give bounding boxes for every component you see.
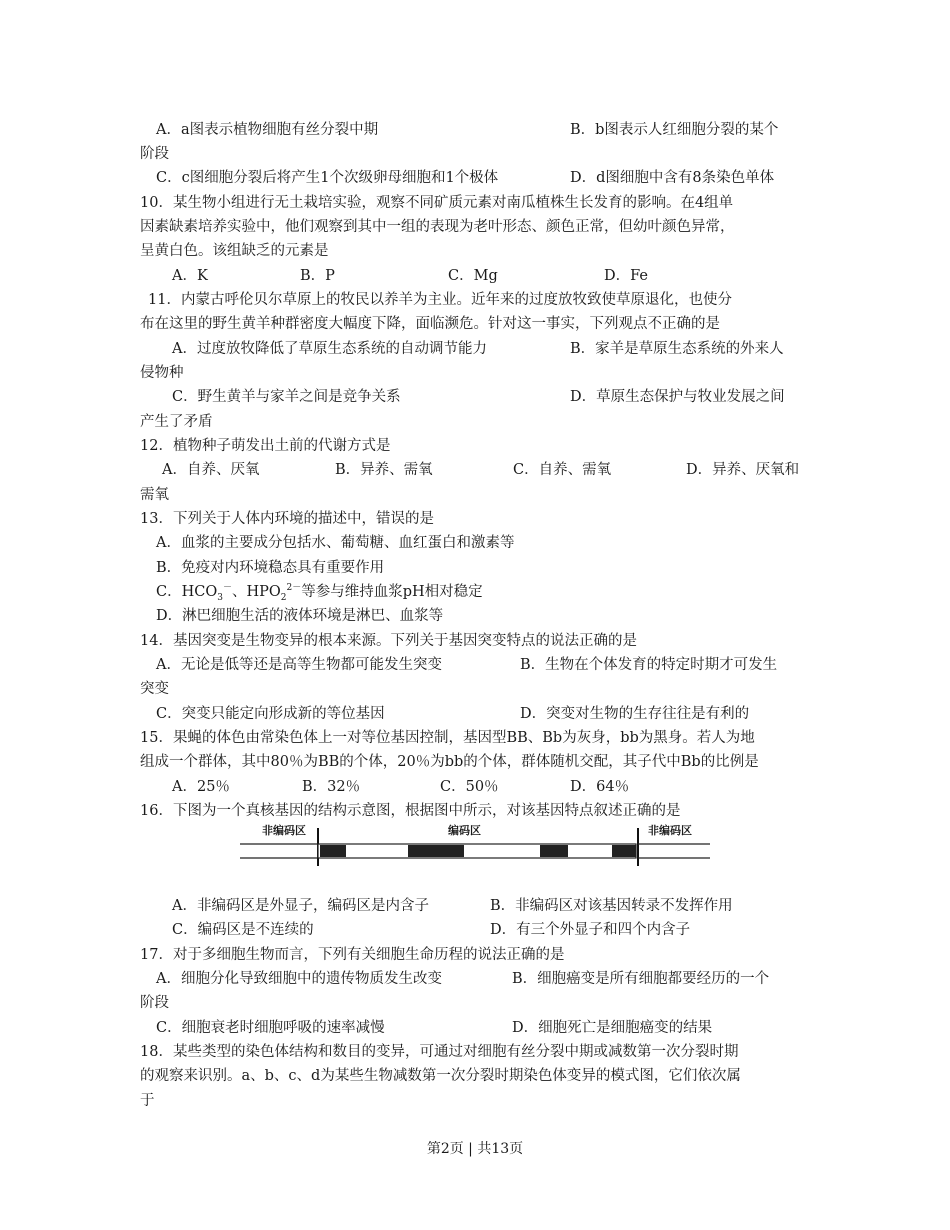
coding-region-band — [318, 844, 636, 858]
q11-stem-2: 布在这里的野生黄羊种群密度大幅度下降，面临濒危。针对这一事实，下列观点不正确的是 — [140, 316, 720, 332]
q14-stem: 14．基因突变是生物变异的根本来源。下列关于基因突变特点的说法正确的是 — [140, 633, 637, 649]
q13-option-b: B．免疫对内环境稳态具有重要作用 — [156, 560, 385, 576]
q11-option-d: D．草原生态保护与牧业发展之间 — [570, 389, 785, 405]
q10-option-c: C．Mg — [448, 268, 498, 284]
exon-block — [612, 845, 636, 857]
q14-option-b-cont: 突变 — [140, 681, 169, 697]
q10-option-a: A．K — [172, 268, 208, 284]
q10-stem-1: 10．某生物小组进行无土栽培实验，观察不同矿质元素对南瓜植株生长发育的影响。在4组单 — [140, 195, 734, 211]
q17-option-c: C．细胞衰老时细胞呼吸的速率减慢 — [156, 1020, 385, 1036]
q15-option-b: B．32％ — [302, 779, 361, 795]
label-coding: 编码区 — [448, 824, 481, 837]
q17-option-b-cont: 阶段 — [140, 995, 169, 1011]
q9-option-b: B．b图表示人红细胞分裂的某个 — [570, 122, 779, 138]
q14-option-d: D．突变对生物的生存往往是有利的 — [520, 706, 750, 722]
q16-stem: 16．下图为一个真核基因的结构示意图，根据图中所示，对该基因特点叙述正确的是 — [140, 803, 681, 819]
q10-stem-3: 呈黄白色。该组缺乏的元素是 — [140, 243, 329, 259]
q16-option-d: D．有三个外显子和四个内含子 — [490, 922, 691, 938]
q15-option-a: A．25％ — [172, 779, 230, 795]
q14-option-b: B．生物在个体发育的特定时期才可发生 — [520, 657, 778, 673]
q13-option-a: A．血浆的主要成分包括水、葡萄糖、血红蛋白和激素等 — [156, 535, 515, 551]
q12-stem: 12．植物种子萌发出土前的代谢方式是 — [140, 438, 391, 454]
q10-option-d: D．Fe — [604, 268, 648, 284]
q15-option-c: C．50％ — [440, 779, 499, 795]
q12-option-a: A．自养、厌氧 — [162, 462, 260, 478]
q11-option-b-cont: 侵物种 — [140, 365, 184, 381]
q10-option-b: B．P — [300, 268, 335, 284]
q10-stem-2: 因素缺素培养实验中，他们观察到其中一组的表现为老叶形态、颜色正常，但幼叶颜色异常， — [140, 219, 735, 235]
q13-option-c: C．$HCO_3^-$、$HPO_2^{2-}$等参与维持血浆pH相对稳定 — [156, 583, 483, 603]
q18-stem-2: 的观察来识别。a、b、c、d为某些生物减数第一次分裂时期染色体变异的模式图，它们依次属 — [140, 1068, 741, 1084]
q15-option-d: D．64％ — [570, 779, 630, 795]
q9-option-a: A．a图表示植物细胞有丝分裂中期 — [156, 122, 379, 138]
q15-stem-1: 15．果蝇的体色由常染色体上一对等位基因控制，基因型BB、Bb为灰身，bb为黑身。若人为地 — [140, 730, 755, 746]
q11-stem-1: 11．内蒙古呼伦贝尔草原上的牧民以养羊为主业。近年来的过度放牧致使草原退化，也使分 — [148, 292, 732, 308]
label-noncoding-right: 非编码区 — [648, 824, 692, 837]
q9-option-d: D．d图细胞中含有8条染色单体 — [570, 170, 775, 186]
q12-option-d: D．异养、厌氧和 — [686, 462, 800, 478]
gene-structure-svg — [240, 822, 710, 872]
q17-stem: 17．对于多细胞生物而言，下列有关细胞生命历程的说法正确的是 — [140, 947, 565, 963]
q11-option-c: C．野生黄羊与家羊之间是竞争关系 — [172, 389, 401, 405]
exon-block — [320, 845, 346, 857]
q12-option-c: C．自养、需氧 — [513, 462, 612, 478]
q18-stem-3: 于 — [140, 1093, 155, 1109]
q17-option-b: B．细胞癌变是所有细胞都要经历的一个 — [512, 971, 770, 987]
q9-option-c: C．c图细胞分裂后将产生1个次级卵母细胞和1个极体 — [156, 170, 499, 186]
q16-option-a: A．非编码区是外显子，编码区是内含子 — [172, 898, 429, 914]
q17-option-a: A．细胞分化导致细胞中的遗传物质发生改变 — [156, 971, 442, 987]
q11-option-b: B．家羊是草原生态系统的外来人 — [570, 341, 784, 357]
q16-option-c: C．编码区是不连续的 — [172, 922, 314, 938]
q15-stem-2: 组成一个群体，其中80％为BB的个体，20％为bb的个体，群体随机交配，其子代中Bb的比例是 — [140, 754, 759, 770]
q12-option-d-cont: 需氧 — [140, 487, 169, 503]
q9-option-b-cont: 阶段 — [140, 146, 169, 162]
q12-option-b: B．异养、需氧 — [335, 462, 433, 478]
exon-block — [540, 845, 568, 857]
q17-option-d: D．细胞死亡是细胞癌变的结果 — [512, 1020, 713, 1036]
q13-option-d: D．淋巴细胞生活的液体环境是淋巴、血浆等 — [156, 608, 444, 624]
page-footer: 第2页 | 共13页 — [426, 1141, 524, 1157]
exon-block — [408, 845, 464, 857]
gene-structure-diagram — [240, 822, 710, 872]
q14-option-a: A．无论是低等还是高等生物都可能发生突变 — [156, 657, 442, 673]
q11-option-a: A．过度放牧降低了草原生态系统的自动调节能力 — [172, 341, 487, 357]
q11-option-d-cont: 产生了矛盾 — [140, 414, 213, 430]
q13-stem: 13．下列关于人体内环境的描述中，错误的是 — [140, 511, 434, 527]
label-noncoding-left: 非编码区 — [262, 824, 306, 837]
q18-stem-1: 18．某些类型的染色体结构和数目的变异，可通过对细胞有丝分裂中期或减数第一次分裂时期 — [140, 1044, 739, 1060]
q16-option-b: B．非编码区对该基因转录不发挥作用 — [490, 898, 733, 914]
q14-option-c: C．突变只能定向形成新的等位基因 — [156, 706, 385, 722]
